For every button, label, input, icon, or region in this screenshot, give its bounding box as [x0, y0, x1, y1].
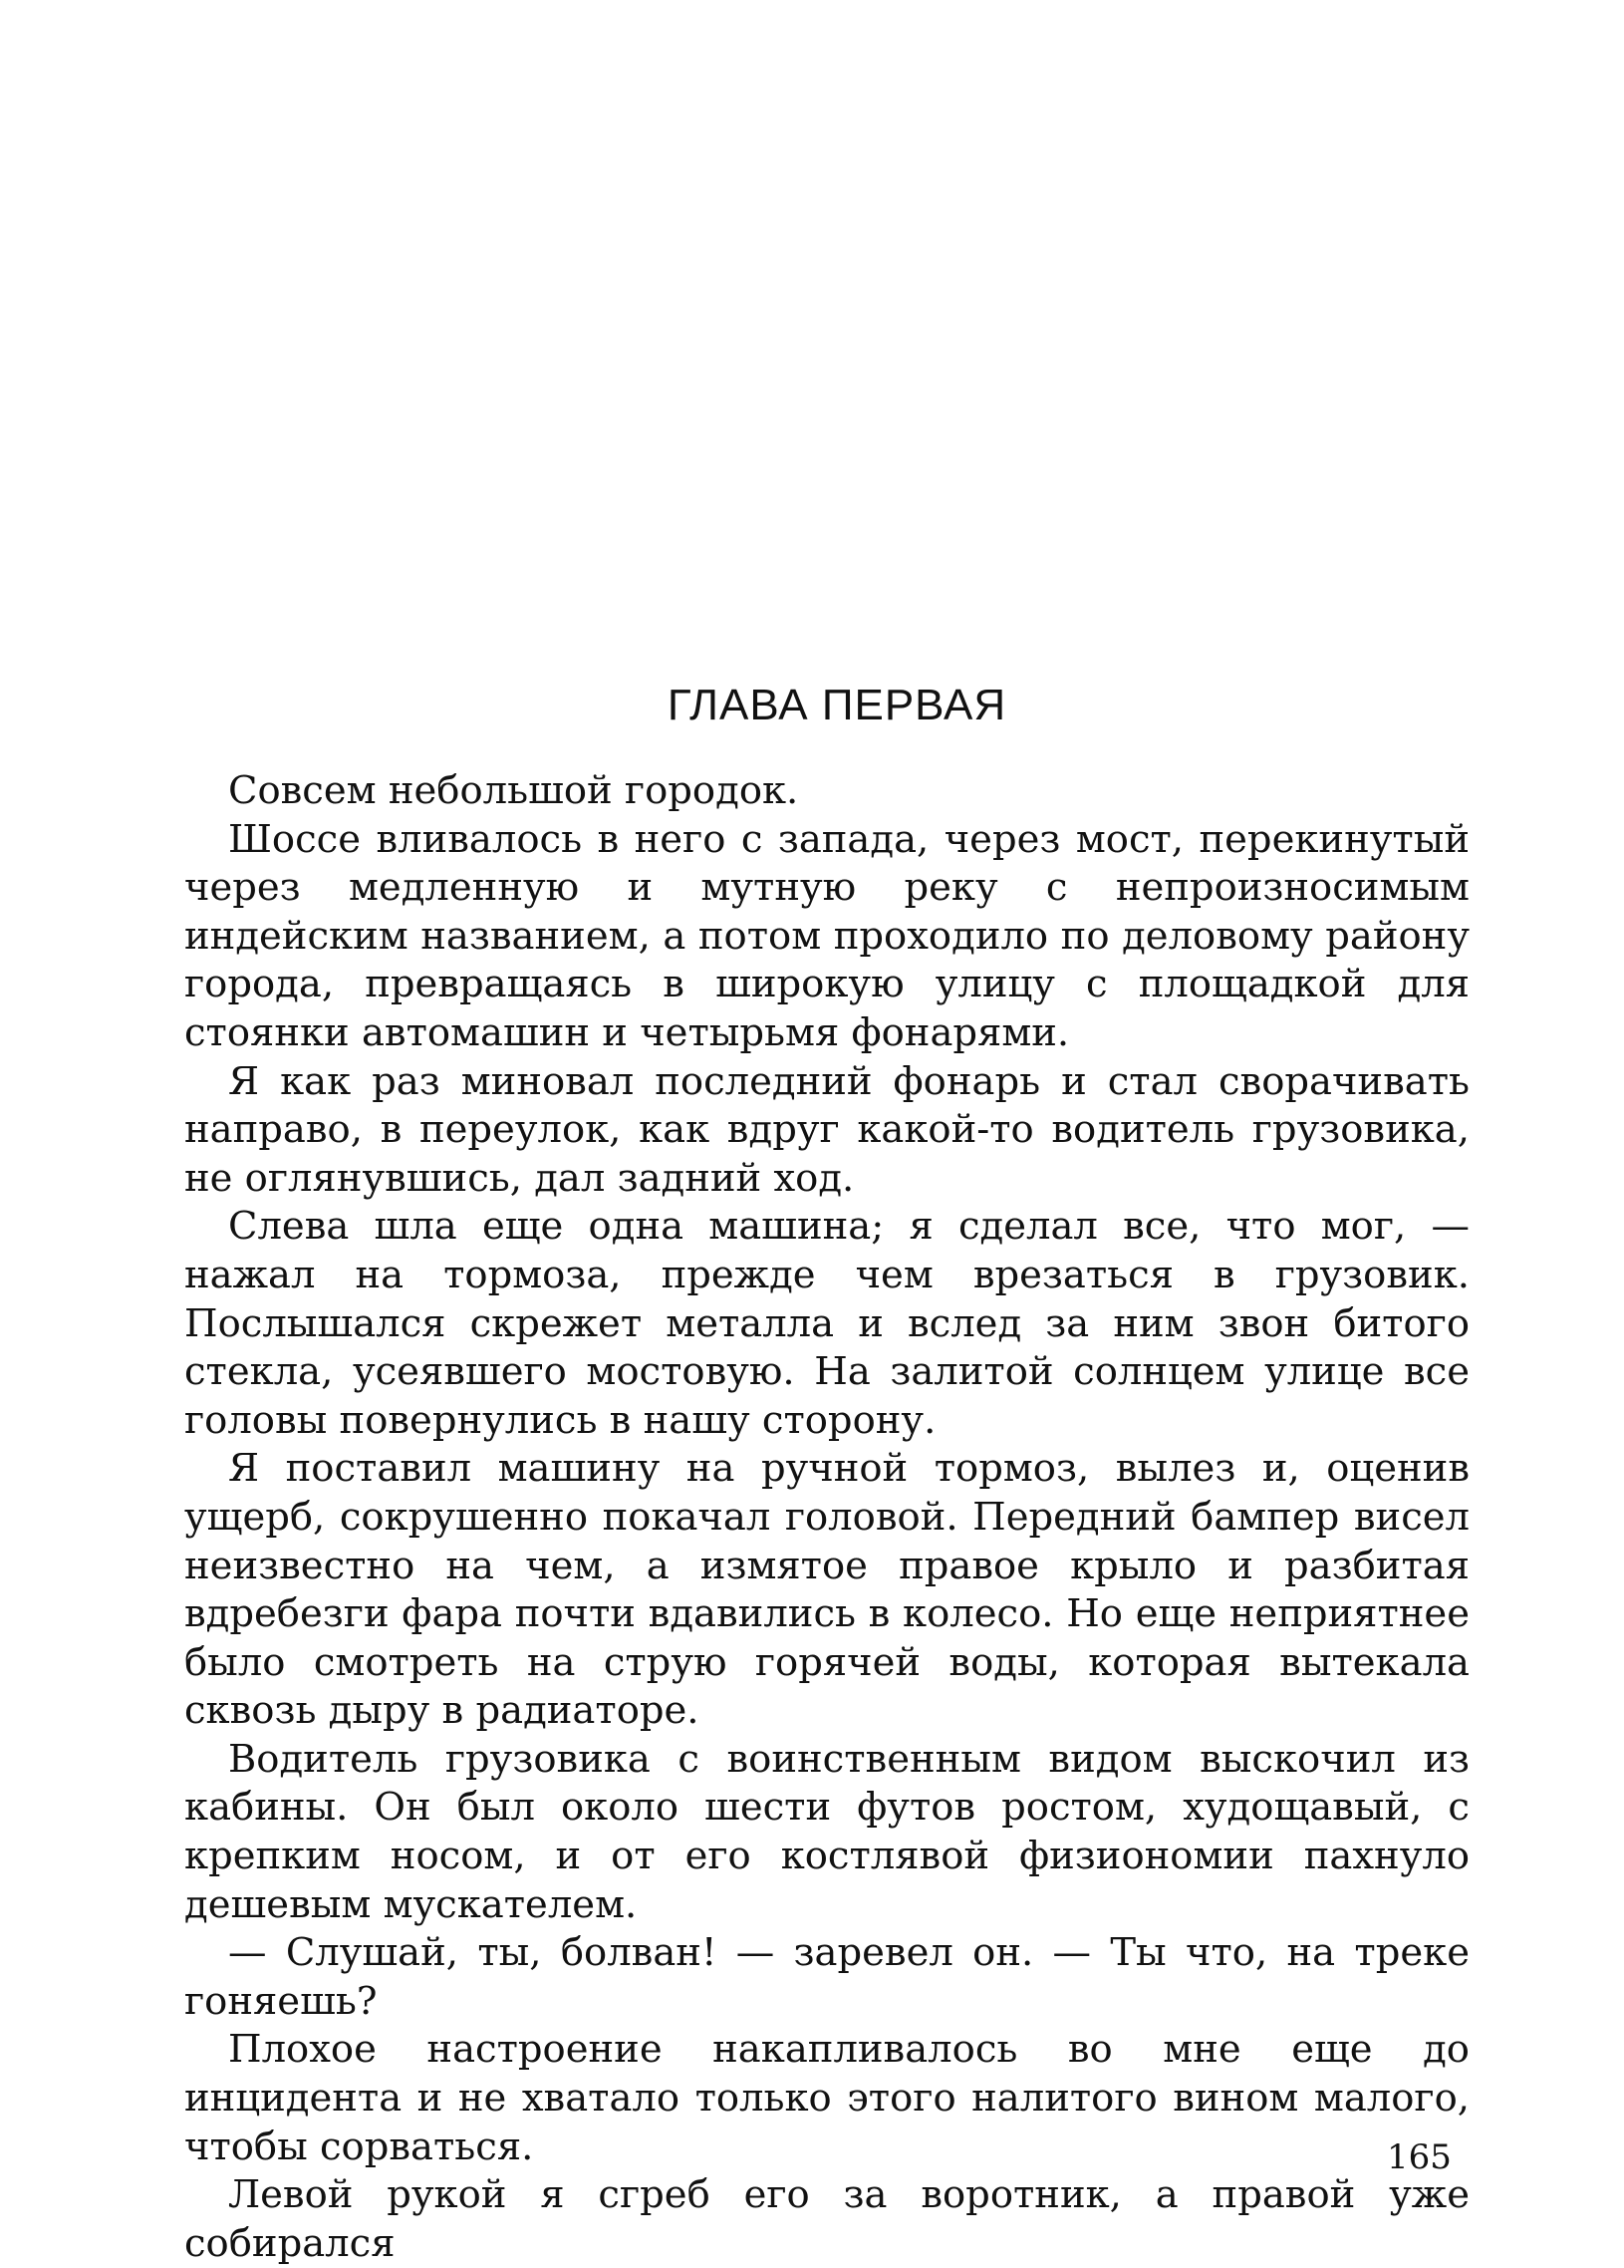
paragraph: Водитель грузовика с воинственным видом выскочил из кабины. Он был около шести футов ростом, худощавый, с крепким носом, и от его костлявой физиономии пахнуло дешевым мускателем.	[184, 1736, 1470, 1927]
paragraph: Левой рукой я сгреб его за воротник, а правой уже собирался	[184, 2172, 1470, 2266]
paragraph: Слева шла еще одна машина; я сделал все, что мог, — нажал на тормоза, прежде чем врезаться в грузовик. Послышался скрежет металла и вслед за ним звон битого стекла, усеявшего мостовую. На залитой солнцем улице все головы повернулись в нашу сторону.	[184, 1204, 1470, 1443]
paragraph: Совсем небольшой городок.	[228, 768, 799, 813]
paragraph: Я поставил машину на ручной тормоз, вылез и, оценив ущерб, сокрушенно покачал головой. Передний бампер висел неизвестно на чем, а измятое правое крыло и разбитая вдребезги фара почти вдавились в колесо. Но еще неприятнее было смотреть на струю горячей воды, которая вытекала сквозь дыру в радиаторе.	[184, 1446, 1470, 1734]
page-number: 165	[1387, 2137, 1452, 2177]
body-text	[184, 767, 1470, 2268]
paragraph: — Слушай, ты, болван! — заревел он. — Ты что, на треке гоняешь?	[184, 1930, 1470, 2024]
chapter-title: ГЛАВА ПЕРВАЯ	[667, 681, 1007, 729]
paragraph: Плохое настроение накапливалось во мне еще до инцидента и не хватало только этого налитого вином малого, чтобы сорваться.	[184, 2027, 1470, 2169]
paragraph: Шоссе вливалось в него с запада, через мост, перекинутый через медленную и мутную реку с непроизносимым индейским названием, а потом проходило по деловому району города, превращаясь в широкую улицу с площадкой для стоянки автомашин и четырьмя фонарями.	[184, 816, 1470, 1055]
paragraph: Я как раз миновал последний фонарь и стал сворачивать направо, в переулок, как вдруг какой-то водитель грузовика, не оглянувшись, дал задний ход.	[184, 1058, 1470, 1201]
